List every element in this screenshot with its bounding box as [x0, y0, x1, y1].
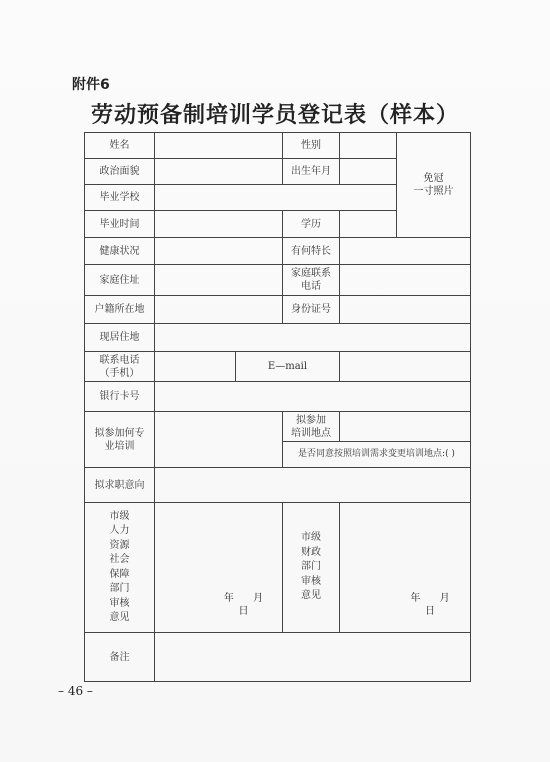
- finance-review-label-text: [301, 531, 321, 604]
- birth-date-label: 出生年月: [283, 159, 340, 185]
- id-number-field[interactable]: [340, 296, 471, 324]
- hr-review-label: [85, 503, 155, 633]
- hr-review-field[interactable]: [155, 503, 283, 633]
- graduated-school-label: 毕业学校: [85, 185, 155, 211]
- bank-card-field[interactable]: [155, 382, 471, 412]
- name-label: 姓名: [85, 133, 155, 159]
- gender-field[interactable]: [340, 133, 397, 159]
- education-label: 学历: [283, 211, 340, 238]
- education-field[interactable]: [340, 211, 397, 238]
- hr-review-label-line-7: 审核: [109, 597, 130, 609]
- hr-review-label-line-6: 部门: [109, 583, 130, 594]
- home-phone-label-line2: 电话: [301, 281, 321, 292]
- photo-label-line1: 免冠: [423, 173, 444, 184]
- hukou-location-field[interactable]: [155, 296, 283, 324]
- specialty-label: 有何特长: [283, 238, 340, 265]
- training-major-field[interactable]: [155, 412, 283, 468]
- training-site-field[interactable]: [340, 412, 471, 442]
- contact-phone-label: [85, 352, 155, 382]
- training-site-label-line2: 培训地点: [291, 427, 331, 439]
- finance-review-label-line-1: 市级: [301, 532, 321, 544]
- training-site-label-line1: 拟参加: [296, 414, 326, 426]
- contact-phone-field[interactable]: [155, 352, 236, 382]
- home-address-label: 家庭住址: [85, 265, 155, 296]
- finance-review-label-line-4: 审核: [301, 575, 321, 587]
- name-field[interactable]: [155, 133, 283, 159]
- job-intention-label: 拟求职意向: [85, 468, 155, 503]
- email-label: E—mail: [236, 352, 340, 382]
- specialty-field[interactable]: [340, 238, 471, 265]
- home-address-field[interactable]: [155, 265, 283, 296]
- home-phone-label-line1: 家庭联系: [291, 268, 331, 279]
- home-phone-field[interactable]: [340, 265, 471, 296]
- bank-card-label: 银行卡号: [85, 382, 155, 412]
- current-address-label: 现居住地: [85, 324, 155, 352]
- id-number-label: 身份证号: [283, 296, 340, 324]
- current-address-field[interactable]: [155, 324, 471, 352]
- political-status-label: 政治面貌: [85, 159, 155, 185]
- finance-review-label-line-5: 意见: [301, 590, 321, 602]
- hr-review-label-text: [110, 510, 130, 626]
- graduation-time-field[interactable]: [155, 211, 283, 238]
- finance-review-label-line-3: 部门: [301, 561, 321, 573]
- health-field[interactable]: [155, 238, 283, 265]
- attachment-label: 附件6: [72, 77, 110, 93]
- registration-form-table: [84, 132, 471, 682]
- training-major-label-line1: 拟参加何专: [94, 427, 145, 439]
- contact-phone-label-line1: 联系电话: [99, 354, 140, 366]
- job-intention-field[interactable]: [155, 468, 471, 503]
- page-number: – 46 –: [58, 684, 93, 698]
- training-major-label-line2: 业培训: [104, 440, 135, 452]
- remarks-field[interactable]: [155, 633, 471, 682]
- political-status-field[interactable]: [155, 159, 283, 185]
- gender-label: 性别: [283, 133, 340, 159]
- finance-review-label-line-2: 财政: [301, 546, 321, 558]
- hr-review-label-line-3: 资源: [109, 539, 130, 551]
- finance-review-label: [283, 503, 340, 633]
- photo-label-line2: 一寸照片: [413, 186, 454, 197]
- training-site-label: [283, 412, 340, 442]
- hr-review-label-line-1: 市级: [109, 510, 130, 522]
- contact-phone-label-line2: （手机）: [99, 367, 140, 379]
- birth-date-field[interactable]: [340, 159, 397, 185]
- hukou-location-label: 户籍所在地: [85, 296, 155, 324]
- hr-review-label-line-2: 人力: [109, 525, 130, 536]
- home-phone-label: [283, 265, 340, 296]
- hr-review-label-line-8: 意见: [109, 612, 130, 623]
- hr-review-date: 年 月 日: [223, 593, 272, 617]
- finance-review-date: 年 月 日: [410, 593, 458, 617]
- training-major-label: [85, 412, 155, 468]
- page-title: 劳动预备制培训学员登记表（样本）: [90, 102, 459, 128]
- finance-review-field[interactable]: [340, 503, 471, 633]
- hr-review-label-line-5: 保障: [109, 568, 130, 580]
- graduated-school-field[interactable]: [155, 185, 397, 211]
- photo-box[interactable]: [397, 133, 471, 238]
- graduation-time-label: 毕业时间: [85, 211, 155, 238]
- email-field[interactable]: [340, 352, 471, 382]
- agree-change-site-checkbox[interactable]: 是否同意按照培训需求变更培训地点:( ): [283, 442, 471, 468]
- health-label: 健康状况: [85, 238, 155, 265]
- hr-review-label-line-4: 社会: [109, 554, 130, 565]
- remarks-label: 备注: [85, 633, 155, 682]
